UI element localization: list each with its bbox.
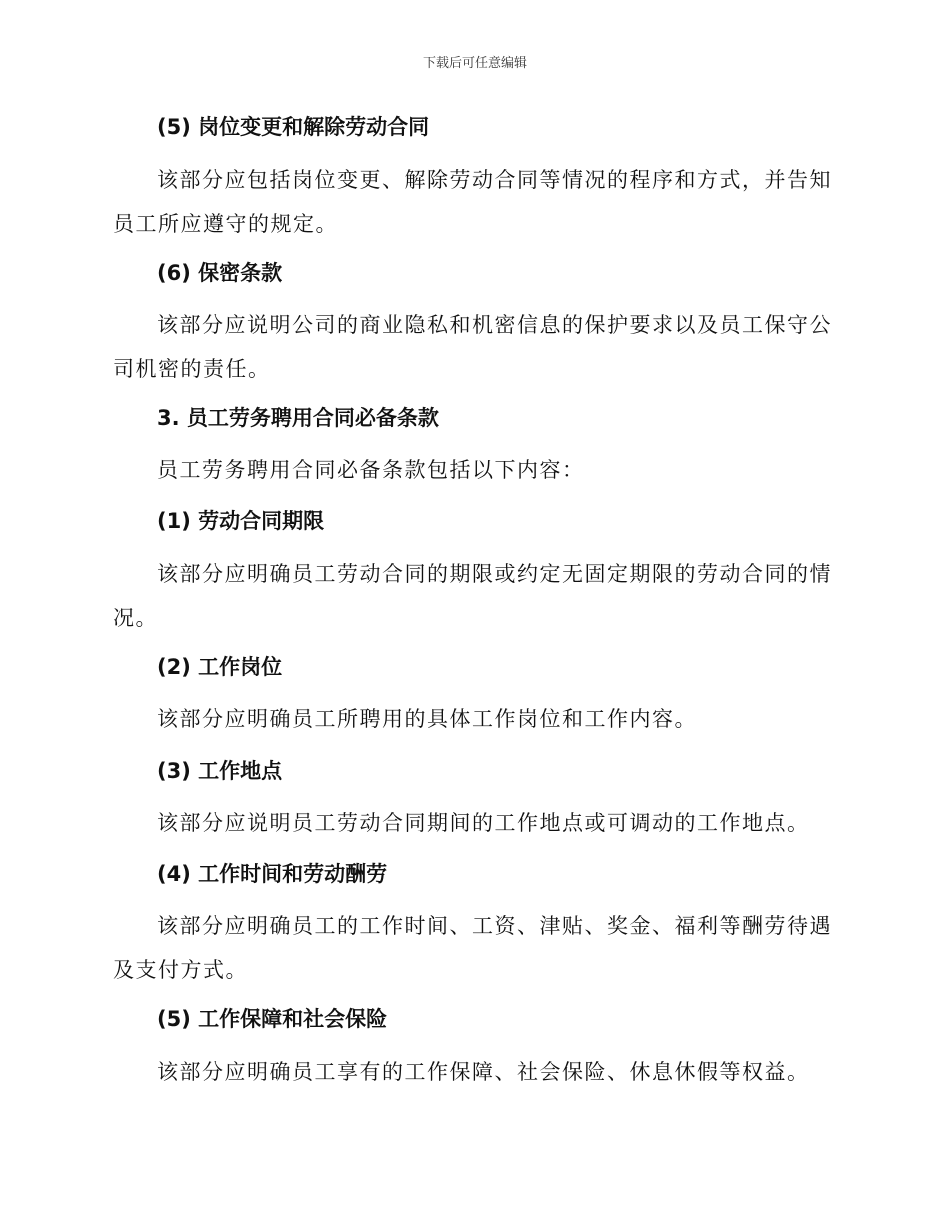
paragraph-required-clauses: 员工劳务聘用合同必备条款包括以下内容： xyxy=(157,458,585,482)
paragraph-job-position: 该部分应明确员工所聘用的具体工作岗位和工作内容。 xyxy=(157,707,697,731)
section-heading-work-location: (3) 工作地点 xyxy=(157,759,283,783)
section-heading-required-clauses: 3. 员工劳务聘用合同必备条款 xyxy=(157,406,439,430)
section-heading-job-position: (2) 工作岗位 xyxy=(157,655,283,679)
paragraph-work-hours-pay: 该部分应明确员工的工作时间、工资、津贴、奖金、福利等酬劳待遇及支付方式。 xyxy=(113,914,832,982)
section-heading-confidentiality: (6) 保密条款 xyxy=(157,261,283,285)
section-heading-job-change: (5) 岗位变更和解除劳动合同 xyxy=(157,115,430,139)
paragraph-social-insurance: 该部分应明确员工享有的工作保障、社会保险、休息休假等权益。 xyxy=(157,1060,810,1084)
paragraph-work-location: 该部分应说明员工劳动合同期间的工作地点或可调动的工作地点。 xyxy=(157,811,810,835)
paragraph-job-change: 该部分应包括岗位变更、解除劳动合同等情况的程序和方式，并告知员工所应遵守的规定。 xyxy=(113,168,832,236)
section-heading-social-insurance: (5) 工作保障和社会保险 xyxy=(157,1007,388,1031)
paragraph-contract-term: 该部分应明确员工劳动合同的期限或约定无固定期限的劳动合同的情况。 xyxy=(113,562,832,630)
page-header-note: 下载后可任意编辑 xyxy=(422,56,527,71)
section-heading-contract-term: (1) 劳动合同期限 xyxy=(157,509,325,533)
section-heading-work-hours-pay: (4) 工作时间和劳动酬劳 xyxy=(157,862,388,886)
paragraph-confidentiality: 该部分应说明公司的商业隐私和机密信息的保护要求以及员工保守公司机密的责任。 xyxy=(113,313,832,381)
